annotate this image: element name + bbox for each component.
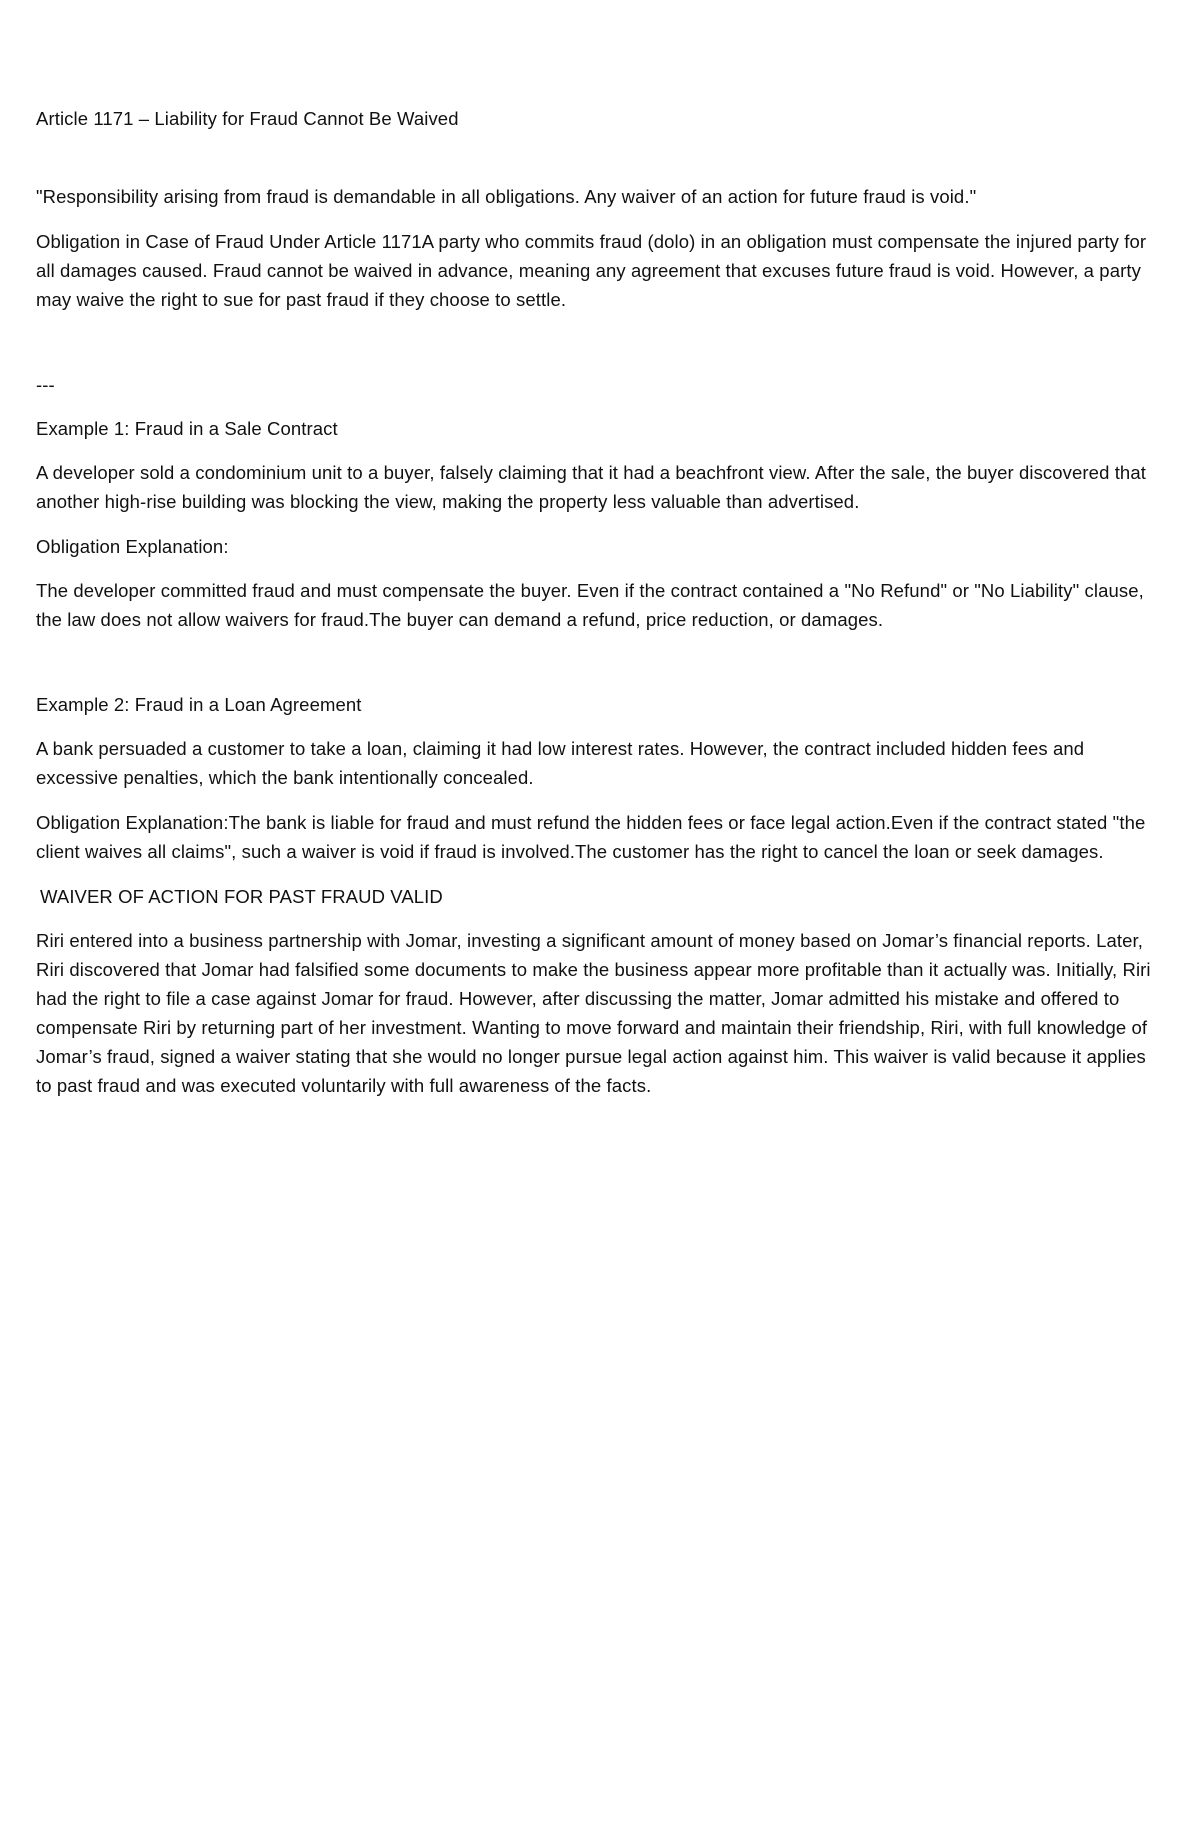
example-1-explanation-label: Obligation Explanation: — [36, 536, 229, 557]
section-separator: --- — [36, 374, 55, 395]
document-page — [36, 104, 1166, 1116]
example-1-explanation: The developer committed fraud and must compensate the buyer. Even if the contract contained a "No Refund" or "No Liability" clause, the law does not allow waivers for fraud.The buyer can demand a refund, price reduction, or damages. — [36, 580, 1144, 630]
example-1-heading: Example 1: Fraud in a Sale Contract — [36, 418, 338, 439]
example-2-body: A bank persuaded a customer to take a loan, claiming it had low interest rates. However, the contract included hidden fees and excessive penalties, which the bank intentionally concealed. — [36, 738, 1085, 788]
example-2-heading: Example 2: Fraud in a Loan Agreement — [36, 694, 362, 715]
waiver-body: Riri entered into a business partnership with Jomar, investing a significant amount of money based on Jomar’s financial reports. Later, Riri discovered that Jomar had falsified some documents to make the business appear more profitable than it actually was. Initially, Riri had the right to file a case against Jomar for fraud. However, after discussing the matter, Jomar admitted his mistake and offered to compensate Riri by returning part of her investment. Wanting to move forward and maintain their friendship, Riri, with full knowledge of Jomar’s fraud, signed a waiver stating that she would no longer pursue legal action against him. This waiver is valid because it applies to past fraud and was executed voluntarily with full awareness of the facts. — [36, 930, 1151, 1096]
example-1-body: A developer sold a condominium unit to a buyer, falsely claiming that it had a beachfront view. After the sale, the buyer discovered that another high-rise building was blocking the view, making the property less valuable than advertised. — [36, 462, 1146, 512]
waiver-heading: WAIVER OF ACTION FOR PAST FRAUD VALID — [40, 886, 443, 907]
article-quote: "Responsibility arising from fraud is demandable in all obligations. Any waiver of an action for future fraud is void." — [36, 186, 977, 207]
article-intro: Obligation in Case of Fraud Under Article 1171A party who commits fraud (dolo) in an obligation must compensate the injured party for all damages caused. Fraud cannot be waived in advance, meaning any agreement that excuses future fraud is void. However, a party may waive the right to sue for past fraud if they choose to settle. — [36, 231, 1147, 310]
example-2-explanation: Obligation Explanation:The bank is liable for fraud and must refund the hidden fees or face legal action.Even if the contract stated "the client waives all claims", such a waiver is void if fraud is involved.The customer has the right to cancel the loan or seek damages. — [36, 812, 1146, 862]
article-title: Article 1171 – Liability for Fraud Cannot Be Waived — [36, 108, 459, 129]
